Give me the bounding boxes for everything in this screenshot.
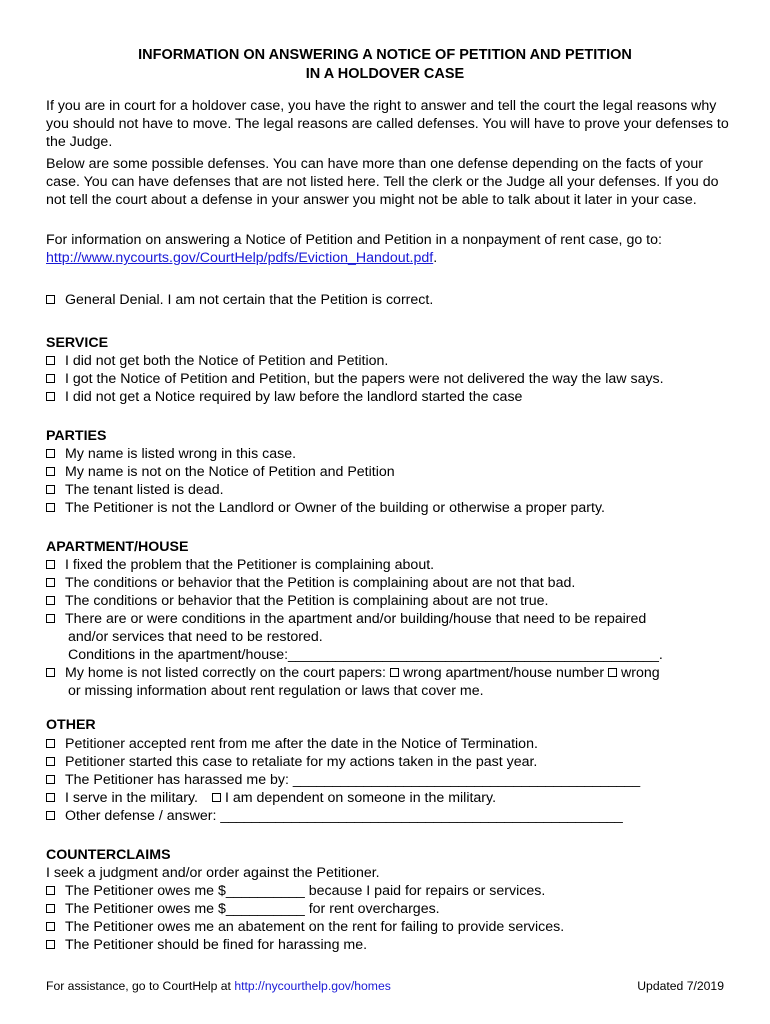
checkbox[interactable] [46, 356, 55, 365]
section-heading-other: OTHER [46, 717, 96, 733]
checkbox[interactable] [46, 668, 55, 677]
counterclaim-item [46, 936, 736, 954]
service-item-label: I got the Notice of Petition and Petition, but the papers were not delivered the way the law says. [65, 371, 664, 387]
parties-item [46, 499, 736, 517]
apartment-item [46, 610, 736, 628]
counterclaims-intro: I seek a judgment and/or order against the Petitioner. [46, 865, 380, 881]
wrong-info-label: wrong [621, 665, 660, 681]
other-item-label: Petitioner accepted rent from me after the date in the Notice of Termination. [65, 736, 538, 752]
checkbox[interactable] [46, 449, 55, 458]
conditions-field[interactable]: Conditions in the apartment/house:_______________________________________________. [68, 647, 663, 663]
military-dependent-label: I am dependent on someone in the military. [224, 790, 497, 806]
apartment-item [46, 574, 736, 592]
checkbox[interactable] [608, 668, 617, 677]
parties-item [46, 481, 736, 499]
checkbox[interactable] [46, 904, 55, 913]
service-item [46, 388, 736, 406]
service-item-label: I did not get both the Notice of Petition and Petition. [65, 353, 389, 369]
other-item-label: Petitioner started this case to retaliate for my actions taken in the past year. [65, 754, 538, 770]
document-title-line1: INFORMATION ON ANSWERING A NOTICE OF PETITION AND PETITION [138, 47, 632, 63]
apartment-item-label: The conditions or behavior that the Petition is complaining about are not that bad. [65, 575, 576, 591]
home-listed-item [46, 664, 736, 682]
checkbox[interactable] [46, 295, 55, 304]
general-denial-label: General Denial. I am not certain that the Petition is correct. [65, 292, 434, 308]
intro-link-period: . [433, 250, 438, 267]
courthelp-link[interactable]: http://nycourthelp.gov/homes [234, 979, 391, 993]
checkbox[interactable] [46, 614, 55, 623]
parties-item [46, 463, 736, 481]
checkbox[interactable] [46, 739, 55, 748]
apartment-item-label: There are or were conditions in the apartment and/or building/house that need to be repaired [65, 611, 647, 627]
checkbox[interactable] [46, 485, 55, 494]
harassment-field[interactable]: The Petitioner has harassed me by: ____________________________________________ [65, 772, 641, 788]
apartment-item [46, 556, 736, 574]
service-item [46, 370, 736, 388]
checkbox[interactable] [46, 503, 55, 512]
counterclaim-item-label: The Petitioner should be fined for harassing me. [65, 937, 368, 953]
military-serve-label: I serve in the military. [65, 790, 198, 806]
parties-item-label: My name is not on the Notice of Petition and Petition [65, 464, 395, 480]
section-heading-counterclaims: COUNTERCLAIMS [46, 847, 171, 863]
home-listed-label: My home is not listed correctly on the court papers: [65, 665, 386, 681]
parties-item-label: The tenant listed is dead. [65, 482, 224, 498]
intro-paragraph-2: Below are some possible defenses. You can have more than one defense depending on the facts of your case. You can have defenses that are not listed here. Tell the clerk or the Judge all your defenses. If you do not tell the court about a defense in your answer you might not be able to talk about it later in your case. [46, 156, 719, 209]
checkbox[interactable] [46, 775, 55, 784]
apartment-repair-continuation: and/or services that need to be restored. [68, 629, 323, 645]
checkbox[interactable] [46, 392, 55, 401]
footer-assistance-text: For assistance, go to CourtHelp at [46, 979, 235, 993]
counterclaim-item-label: The Petitioner owes me an abatement on the rent for failing to provide services. [65, 919, 565, 935]
intro-paragraph-3-text: For information on answering a Notice of Petition and Petition in a nonpayment of rent case, go to: [46, 232, 662, 248]
home-listed-continuation: or missing information about rent regulation or laws that cover me. [68, 683, 484, 699]
general-denial-item [46, 291, 736, 309]
other-item [46, 735, 736, 753]
checkbox[interactable] [46, 886, 55, 895]
checkbox[interactable] [46, 578, 55, 587]
other-defense-field[interactable]: Other defense / answer: ___________________________________________________ [65, 808, 623, 824]
counterclaim-item [46, 918, 736, 936]
checkbox[interactable] [46, 793, 55, 802]
checkbox[interactable] [46, 596, 55, 605]
wrong-number-label: wrong apartment/house number [402, 665, 605, 681]
checkbox[interactable] [390, 668, 399, 677]
counterclaim-overcharge-field[interactable]: The Petitioner owes me $__________ for rent overcharges. [65, 901, 440, 917]
checkbox[interactable] [46, 757, 55, 766]
footer-updated: Updated 7/2019 [637, 979, 724, 993]
intro-paragraph-3 [46, 231, 736, 267]
intro-paragraph-1: If you are in court for a holdover case, you have the right to answer and tell the court the legal reasons why you should not have to move. The legal reasons are called defenses. You will have to prove your defenses to the Judge. [46, 98, 729, 151]
checkbox[interactable] [212, 793, 221, 802]
checkbox[interactable] [46, 467, 55, 476]
counterclaim-repairs-field[interactable]: The Petitioner owes me $__________ because I paid for repairs or services. [65, 883, 546, 899]
checkbox[interactable] [46, 560, 55, 569]
checkbox[interactable] [46, 922, 55, 931]
eviction-handout-link[interactable]: http://www.nycourts.gov/CourtHelp/pdfs/Eviction_Handout.pdf [46, 250, 434, 267]
section-heading-apartment: APARTMENT/HOUSE [46, 539, 189, 555]
footer-assistance [46, 979, 391, 993]
counterclaim-item [46, 882, 736, 900]
section-heading-parties: PARTIES [46, 428, 107, 444]
service-item-label: I did not get a Notice required by law before the landlord started the case [65, 389, 523, 405]
document-title-line2: IN A HOLDOVER CASE [305, 66, 465, 82]
parties-item-label: My name is listed wrong in this case. [65, 446, 297, 462]
apartment-item-label: The conditions or behavior that the Petition is complaining about are not true. [65, 593, 549, 609]
other-item [46, 753, 736, 771]
military-item [46, 789, 736, 807]
apartment-item [46, 592, 736, 610]
checkbox[interactable] [46, 940, 55, 949]
checkbox[interactable] [46, 374, 55, 383]
parties-item-label: The Petitioner is not the Landlord or Owner of the building or otherwise a proper party. [65, 500, 605, 516]
other-defense-item [46, 807, 736, 825]
section-heading-service: SERVICE [46, 335, 109, 351]
service-item [46, 352, 736, 370]
checkbox[interactable] [46, 811, 55, 820]
apartment-item-label: I fixed the problem that the Petitioner is complaining about. [65, 557, 435, 573]
parties-item [46, 445, 736, 463]
counterclaim-item [46, 900, 736, 918]
other-item [46, 771, 736, 789]
